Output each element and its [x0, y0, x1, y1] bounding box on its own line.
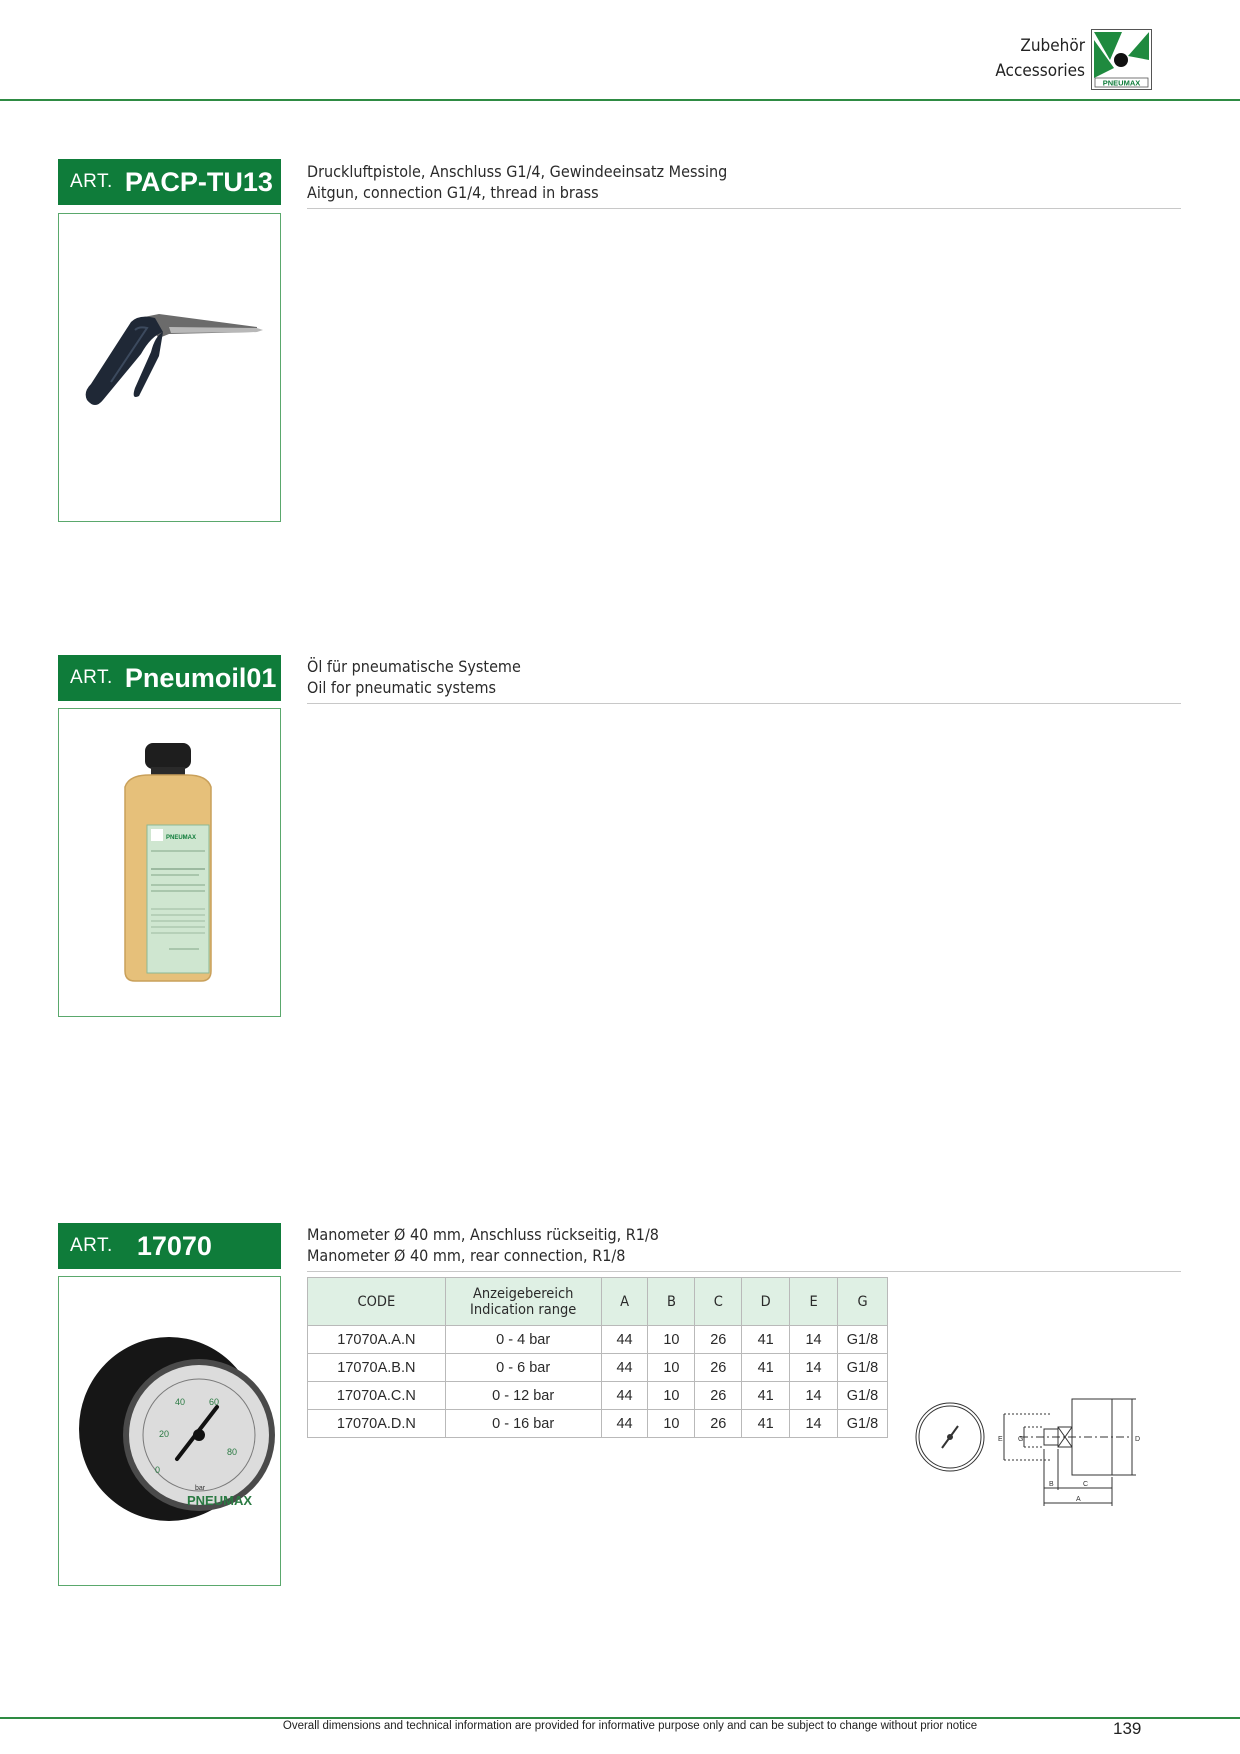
- cell-b: 10: [648, 1326, 695, 1354]
- article-description-1: [307, 161, 727, 203]
- description-en: Manometer Ø 40 mm, rear connection, R1/8: [307, 1246, 626, 1265]
- cell-code: 17070A.D.N: [308, 1410, 446, 1438]
- cell-a: 44: [601, 1326, 648, 1354]
- description-de: Manometer Ø 40 mm, Anschluss rückseitig, R1/8: [307, 1225, 659, 1244]
- article-code: Pneumoil01: [124, 662, 277, 693]
- description-en: Oil for pneumatic systems: [307, 678, 497, 697]
- table-row: [308, 1410, 888, 1438]
- dim-label-c: C: [1083, 1481, 1089, 1488]
- footer-divider: [0, 1717, 1240, 1719]
- cell-c: 26: [695, 1410, 742, 1438]
- oil-bottle-photo: [58, 708, 281, 1017]
- article-code: 17070: [136, 1230, 212, 1261]
- table-row: [308, 1354, 888, 1382]
- gauge-brand: PNEUMAX: [187, 1493, 253, 1508]
- cell-g: G1/8: [838, 1410, 888, 1438]
- article-code: PACP-TU13: [124, 166, 273, 197]
- gauge-tick: 20: [159, 1429, 170, 1439]
- footer-disclaimer: Overall dimensions and technical information are provided for informative purpose only and can be subject to change without prior notice: [282, 1720, 978, 1732]
- dim-label-d: D: [1135, 1436, 1141, 1443]
- description-de: Druckluftpistole, Anschluss G1/4, Gewindeeinsatz Messing: [307, 162, 728, 181]
- description-de: Öl für pneumatische Systeme: [307, 657, 521, 676]
- cell-code: 17070A.B.N: [308, 1354, 446, 1382]
- bottle-label-brand: PNEUMAX: [165, 835, 197, 841]
- dim-label-b: B: [1049, 1481, 1054, 1488]
- description-rule: [307, 208, 1181, 209]
- gauge-unit: bar: [195, 1485, 206, 1492]
- table-row: [308, 1326, 888, 1354]
- gauge-tick: 40: [175, 1397, 186, 1407]
- range-header-de: Anzeigebereich: [472, 1285, 574, 1302]
- column-header-e: E: [790, 1278, 838, 1326]
- article-prefix: ART.: [70, 667, 113, 688]
- cell-range: 0 - 16 bar: [445, 1410, 601, 1438]
- cell-a: 44: [601, 1354, 648, 1382]
- cell-c: 26: [695, 1382, 742, 1410]
- gauge-tick: 0: [155, 1465, 161, 1475]
- gauge-tick: 60: [209, 1397, 220, 1407]
- cell-b: 10: [648, 1410, 695, 1438]
- cell-g: G1/8: [838, 1326, 888, 1354]
- description-en: Aitgun, connection G1/4, thread in brass: [307, 183, 599, 202]
- article-label-3: [58, 1223, 281, 1269]
- cell-range: 0 - 4 bar: [445, 1326, 601, 1354]
- header-title-en: Accessories: [995, 61, 1085, 81]
- description-rule: [307, 703, 1181, 704]
- cell-e: 14: [790, 1382, 838, 1410]
- manometer-photo: [58, 1276, 281, 1586]
- cell-range: 0 - 6 bar: [445, 1354, 601, 1382]
- cell-code: 17070A.C.N: [308, 1382, 446, 1410]
- cell-a: 44: [601, 1382, 648, 1410]
- article-prefix: ART.: [70, 1235, 113, 1256]
- table-row: [308, 1382, 888, 1410]
- column-header-d: D: [742, 1278, 790, 1326]
- article-label-2: [58, 655, 281, 701]
- range-header-en: Indication range: [470, 1301, 577, 1318]
- column-header-code: CODE: [308, 1278, 446, 1326]
- cell-code: 17070A.A.N: [308, 1326, 446, 1354]
- airgun-photo: [58, 213, 281, 522]
- header-title-de: Zubehör: [1020, 36, 1085, 56]
- cell-d: 41: [742, 1382, 790, 1410]
- cell-e: 14: [790, 1410, 838, 1438]
- dim-label-a: A: [1076, 1496, 1081, 1503]
- spec-table: [307, 1277, 888, 1438]
- article-prefix: ART.: [70, 171, 113, 192]
- column-header-g: G: [838, 1278, 888, 1326]
- article-label-1: [58, 159, 281, 205]
- cell-b: 10: [648, 1382, 695, 1410]
- cell-g: G1/8: [838, 1354, 888, 1382]
- cell-d: 41: [742, 1326, 790, 1354]
- gauge-tick: 80: [227, 1447, 238, 1457]
- cell-e: 14: [790, 1354, 838, 1382]
- article-description-2: [307, 656, 521, 698]
- cell-b: 10: [648, 1354, 695, 1382]
- header-section-title: [995, 34, 1085, 84]
- column-header-range: [445, 1278, 601, 1326]
- cell-g: G1/8: [838, 1382, 888, 1410]
- cell-d: 41: [742, 1410, 790, 1438]
- logo-wordmark: PNEUMAX: [1102, 78, 1141, 88]
- header-divider: [0, 99, 1240, 101]
- description-rule: [307, 1271, 1181, 1272]
- article-description-3: [307, 1224, 659, 1266]
- pneumax-logo: [1091, 29, 1152, 90]
- dim-label-g: G: [1018, 1436, 1024, 1443]
- cell-a: 44: [601, 1410, 648, 1438]
- cell-e: 14: [790, 1326, 838, 1354]
- column-header-b: B: [648, 1278, 695, 1326]
- cell-c: 26: [695, 1326, 742, 1354]
- cell-range: 0 - 12 bar: [445, 1382, 601, 1410]
- cell-d: 41: [742, 1354, 790, 1382]
- dimension-drawing: [910, 1390, 1146, 1510]
- column-header-a: A: [601, 1278, 648, 1326]
- cell-c: 26: [695, 1354, 742, 1382]
- page-number: 139: [1113, 1719, 1142, 1738]
- dim-label-e: E: [998, 1436, 1003, 1443]
- column-header-c: C: [695, 1278, 742, 1326]
- table-header-row: [308, 1278, 888, 1326]
